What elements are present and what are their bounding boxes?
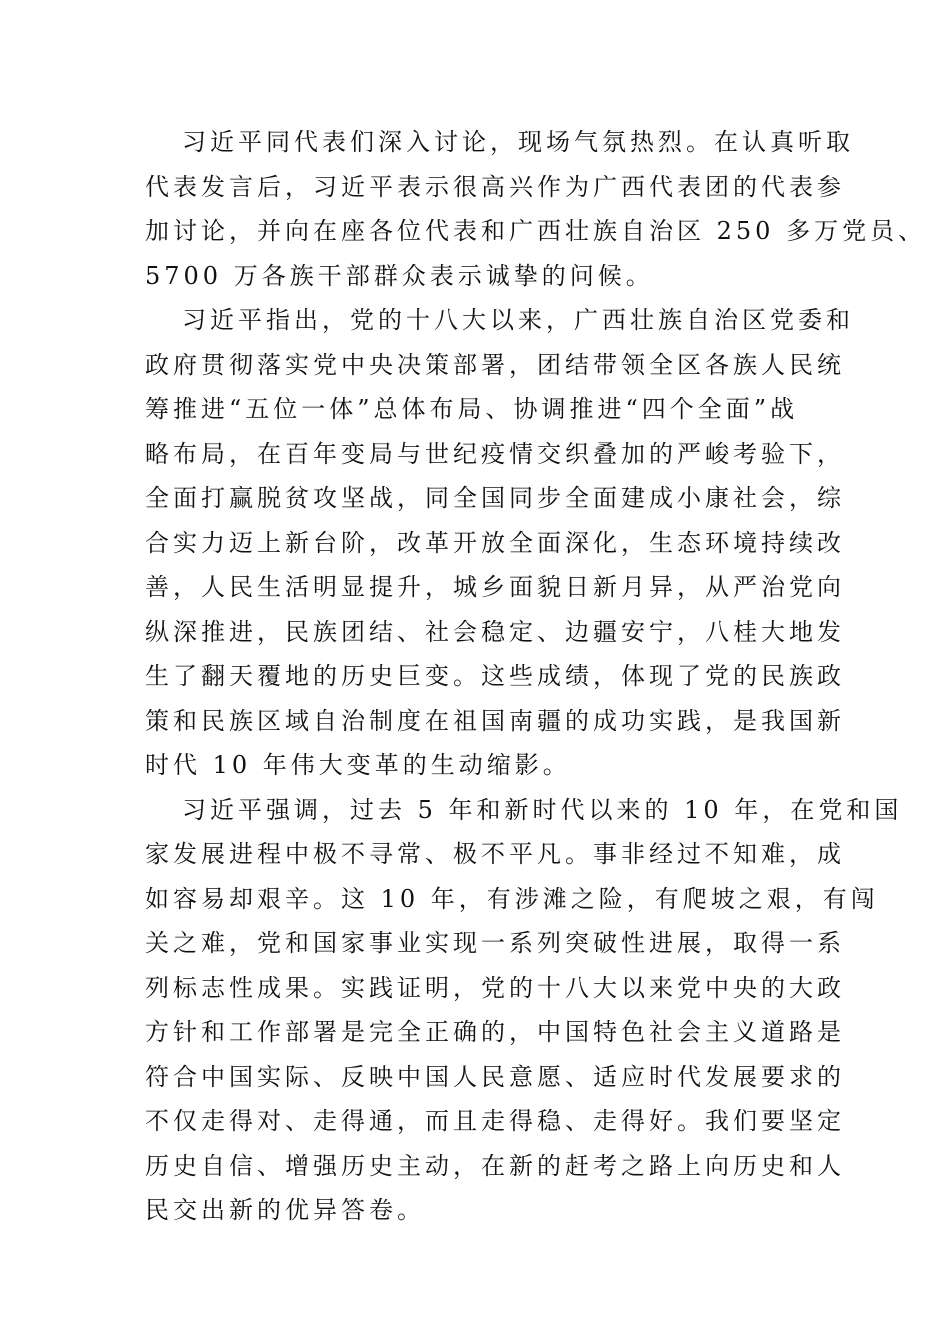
paragraph-line: 方针和工作部署是完全正确的，中国特色社会主义道路是: [145, 1018, 845, 1046]
paragraph-line: 时代 10 年伟大变革的生动缩影。: [145, 751, 571, 779]
paragraph-line: 习近平指出，党的十八大以来，广西壮族自治区党委和: [182, 306, 854, 334]
paragraph-line: 民交出新的优异答卷。: [145, 1196, 425, 1224]
paragraph-1: [145, 120, 927, 298]
paragraph-line: 代表发言后，习近平表示很高兴作为广西代表团的代表参: [145, 172, 845, 201]
paragraph-line: 生了翻天覆地的历史巨变。这些成绩，体现了党的民族政: [145, 662, 845, 690]
paragraph-line: 习近平强调，过去 5 年和新时代以来的 10 年，在党和国: [182, 795, 903, 824]
paragraph-line: 纵深推进，民族团结、社会稳定、边疆安宁，八桂大地发: [145, 617, 845, 646]
paragraph-line: 略布局，在百年变局与世纪疫情交织叠加的严峻考验下，: [145, 439, 845, 468]
paragraph-line: 加讨论，并向在座各位代表和广西壮族自治区 250 多万党员、: [145, 217, 927, 245]
paragraph-line: 列标志性成果。实践证明，党的十八大以来党中央的大政: [145, 973, 845, 1002]
paragraph-line: 家发展进程中极不寻常、极不平凡。事非经过不知难，成: [145, 840, 845, 868]
paragraph-line: 全面打赢脱贫攻坚战，同全国同步全面建成小康社会，综: [145, 484, 845, 512]
paragraph-line: 合实力迈上新台阶，改革开放全面深化，生态环境持续改: [145, 528, 845, 557]
paragraph-line: 如容易却艰辛。这 10 年，有涉滩之险，有爬坡之艰，有闯: [145, 884, 879, 913]
paragraph-line: 历史自信、增强历史主动，在新的赶考之路上向历史和人: [145, 1151, 845, 1180]
paragraph-line: 策和民族区域自治制度在祖国南疆的成功实践，是我国新: [145, 706, 845, 735]
paragraph-line: 不仅走得对、走得通，而且走得稳、走得好。我们要坚定: [145, 1107, 845, 1135]
paragraph-line: 善，人民生活明显提升，城乡面貌日新月异，从严治党向: [145, 573, 845, 601]
paragraph-line: 习近平同代表们深入讨论，现场气氛热烈。在认真听取: [182, 128, 854, 156]
paragraph-line: 符合中国实际、反映中国人民意愿、适应时代发展要求的: [145, 1062, 845, 1091]
paragraph-line: 5700 万各族干部群众表示诚挚的问候。: [145, 261, 654, 290]
paragraph-line: 筹推进“五位一体”总体布局、协调推进“四个全面”战: [145, 395, 799, 423]
paragraph-2: [145, 298, 854, 788]
document-body: [145, 120, 927, 1233]
paragraph-line: 政府贯彻落实党中央决策部署，团结带领全区各族人民统: [145, 350, 845, 379]
paragraph-line: 关之难，党和国家事业实现一系列突破性进展，取得一系: [145, 929, 845, 957]
paragraph-3: [145, 788, 903, 1233]
